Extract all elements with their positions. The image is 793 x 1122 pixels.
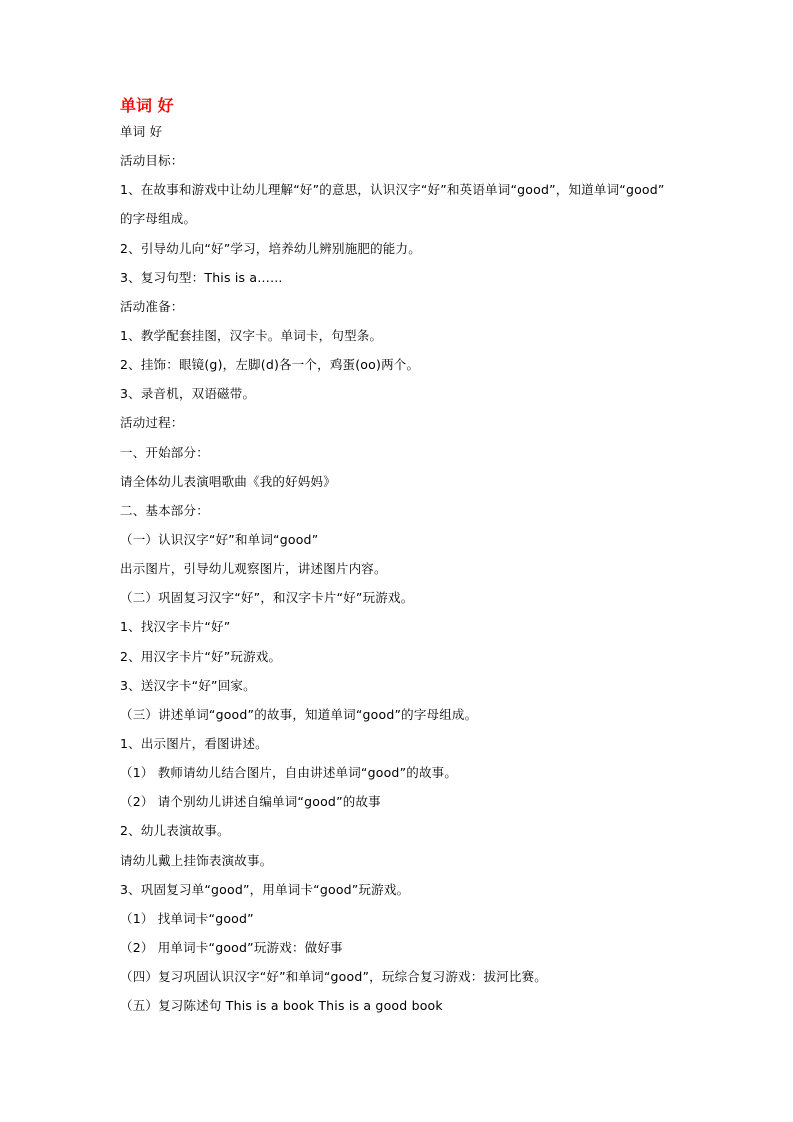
paragraph-line: 3、复习句型：This is a…… [120,269,283,285]
paragraph-line: （四）复习巩固认识汉字“好”和单词“good”，玩综合复习游戏：拔河比赛。 [120,969,547,985]
paragraph-line: （2） 请个别幼儿讲述自编单词“good”的故事 [120,794,381,810]
paragraph-line: 3、录音机，双语磁带。 [120,386,256,402]
paragraph-line: 3、送汉字卡“好”回家。 [120,677,256,693]
paragraph-line: 一、开始部分： [120,444,209,460]
paragraph-line: 单词 好 [120,124,163,139]
paragraph-line: 出示图片，引导幼儿观察图片，讲述图片内容。 [120,561,387,577]
document-title: 单词 好 [120,96,174,115]
paragraph-line: 活动准备： [120,298,184,314]
paragraph-line: 2、引导幼儿向“好”学习，培养幼儿辨别施肥的能力。 [120,240,421,256]
paragraph-line: 活动过程： [120,415,184,431]
paragraph-line: （二）巩固复习汉字“好”，和汉字卡片“好”玩游戏。 [120,590,414,606]
paragraph-line: 请全体幼儿表演唱歌曲《我的好妈妈》 [120,473,336,489]
paragraph-line: （五）复习陈述句 This is a book This is a good book [120,998,443,1014]
paragraph-line: （1） 教师请幼儿结合图片，自由讲述单词“good”的故事。 [120,765,458,781]
document-body [120,122,700,1025]
paragraph-line: 1、教学配套挂图，汉字卡。单词卡，句型条。 [120,327,383,343]
paragraph-line: 1、找汉字卡片“好” [120,619,231,635]
paragraph-line: （三）讲述单词“good”的故事，知道单词“good”的字母组成。 [120,706,478,722]
paragraph-line: （一）认识汉字“好”和单词“good” [120,531,319,547]
paragraph-line: （2） 用单词卡“good”玩游戏：做好事 [120,939,343,955]
paragraph-line: 2、挂饰：眼镜(g)，左脚(d)各一个，鸡蛋(oo)两个。 [120,357,420,373]
paragraph-line: （1） 找单词卡“good” [120,910,254,926]
paragraph-line: 的字母组成。 [120,211,197,227]
paragraph-line: 请幼儿戴上挂饰表演故事。 [120,852,273,868]
paragraph-line: 1、在故事和游戏中让幼儿理解“好”的意思，认识汉字“好”和英语单词“good”，知道单词“good” [120,182,665,198]
paragraph-line: 二、基本部分： [120,502,209,518]
paragraph-line: 3、巩固复习单“good”，用单词卡“good”玩游戏。 [120,881,410,897]
paragraph-line: 2、用汉字卡片“好”玩游戏。 [120,648,282,664]
paragraph-line: 活动目标： [120,153,184,169]
paragraph-line: 2、幼儿表演故事。 [120,823,230,839]
paragraph-line: 1、出示图片，看图讲述。 [120,735,268,751]
